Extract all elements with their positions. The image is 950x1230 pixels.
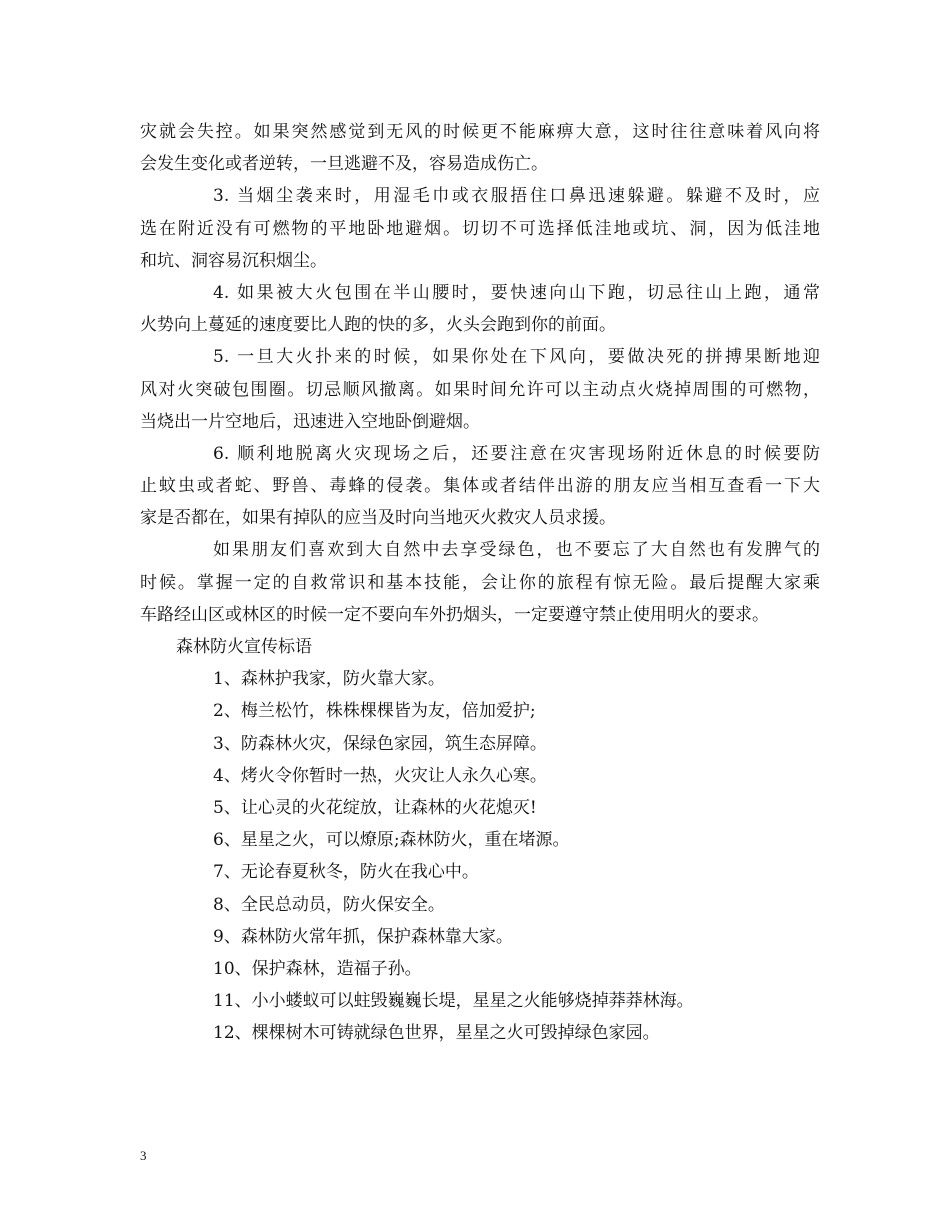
text-line: 6. 顺利地脱离火灾现场之后，还要注意在灾害现场附近休息的时候要防 bbox=[213, 443, 820, 464]
slogan-list bbox=[140, 663, 820, 1049]
slogan-item: 4、烤火令你暂时一热，火灾让人永久心寒。 bbox=[213, 765, 547, 786]
text-line: 4. 如果被大火包围在半山腰时，要快速向山下跑，切忌往山上跑，通常 bbox=[213, 282, 820, 303]
paragraph-item-3 bbox=[140, 180, 820, 277]
text-line: 3. 当烟尘袭来时，用湿毛巾或衣服捂住口鼻迅速躲避。躲避不及时，应 bbox=[213, 186, 820, 207]
slogan-item: 3、防森林火灾，保绿色家园，筑生态屏障。 bbox=[213, 733, 547, 754]
text-line: 5. 一旦大火扑来的时候，如果你处在下风向，要做决死的拼搏果断地迎 bbox=[213, 347, 820, 368]
slogan-item: 5、让心灵的火花绽放，让森林的火花熄灭! bbox=[213, 797, 537, 818]
text-line: 止蚊虫或者蛇、野兽、毒蜂的侵袭。集体或者结伴出游的朋友应当相互查看一下大 bbox=[140, 476, 820, 497]
text-line: 车路经山区或林区的时候一定不要向车外扔烟头，一定要遵守禁止使用明火的要求。 bbox=[140, 604, 769, 625]
paragraph-item-6 bbox=[140, 438, 820, 535]
text-line: 当烧出一片空地后，迅速进入空地卧倒避烟。 bbox=[140, 411, 480, 432]
paragraph-closing bbox=[140, 534, 820, 631]
slogan-item: 10、保护森林，造福子孙。 bbox=[213, 958, 422, 979]
slogan-item: 2、梅兰松竹，株株棵棵皆为友，倍加爱护; bbox=[213, 701, 536, 722]
paragraph-item-5 bbox=[140, 341, 820, 438]
text-line: 选在附近没有可燃物的平地卧地避烟。切切不可选择低洼地或坑、洞，因为低洼地 bbox=[140, 218, 820, 239]
paragraph-continuation bbox=[140, 116, 820, 180]
text-line: 和坑、洞容易沉积烟尘。 bbox=[140, 250, 327, 271]
slogan-item: 1、森林护我家，防火靠大家。 bbox=[213, 669, 445, 690]
slogan-item: 7、无论春夏秋冬，防火在我心中。 bbox=[213, 862, 479, 883]
text-line: 会发生变化或者逆转，一旦逃避不及，容易造成伤亡。 bbox=[140, 154, 548, 175]
slogan-item: 6、星星之火，可以燎原;森林防火，重在堵源。 bbox=[213, 830, 570, 851]
slogan-item: 9、森林防火常年抓，保护森林靠大家。 bbox=[213, 926, 513, 947]
text-line: 如果朋友们喜欢到大自然中去享受绿色，也不要忘了大自然也有发脾气的 bbox=[213, 540, 820, 561]
text-line: 风对火突破包围圈。切忌顺风撤离。如果时间允许可以主动点火烧掉周围的可燃物， bbox=[140, 379, 820, 400]
section-heading: 森林防火宣传标语 bbox=[176, 637, 312, 657]
text-line: 时候。掌握一定的自救常识和基本技能，会让你的旅程有惊无险。最后提醒大家乘 bbox=[140, 572, 820, 593]
slogan-item: 12、棵棵树木可铸就绿色世界，星星之火可毁掉绿色家园。 bbox=[213, 1023, 660, 1044]
slogan-item: 11、小小蝼蚁可以蛀毁巍巍长堤，星星之火能够烧掉莽莽林海。 bbox=[213, 991, 694, 1012]
text-line: 灾就会失控。如果突然感觉到无风的时候更不能麻痹大意，这时往往意味着风向将 bbox=[140, 122, 820, 142]
text-line: 火势向上蔓延的速度要比人跑的快的多，火头会跑到你的前面。 bbox=[140, 315, 616, 336]
page-number: 3 bbox=[140, 1148, 147, 1163]
paragraph-item-4 bbox=[140, 277, 820, 341]
text-line: 家是否都在，如果有掉队的应当及时向当地灭火救灾人员求援。 bbox=[140, 508, 616, 529]
document-body bbox=[140, 116, 820, 1049]
slogan-item: 8、全民总动员，防火保安全。 bbox=[213, 894, 445, 915]
